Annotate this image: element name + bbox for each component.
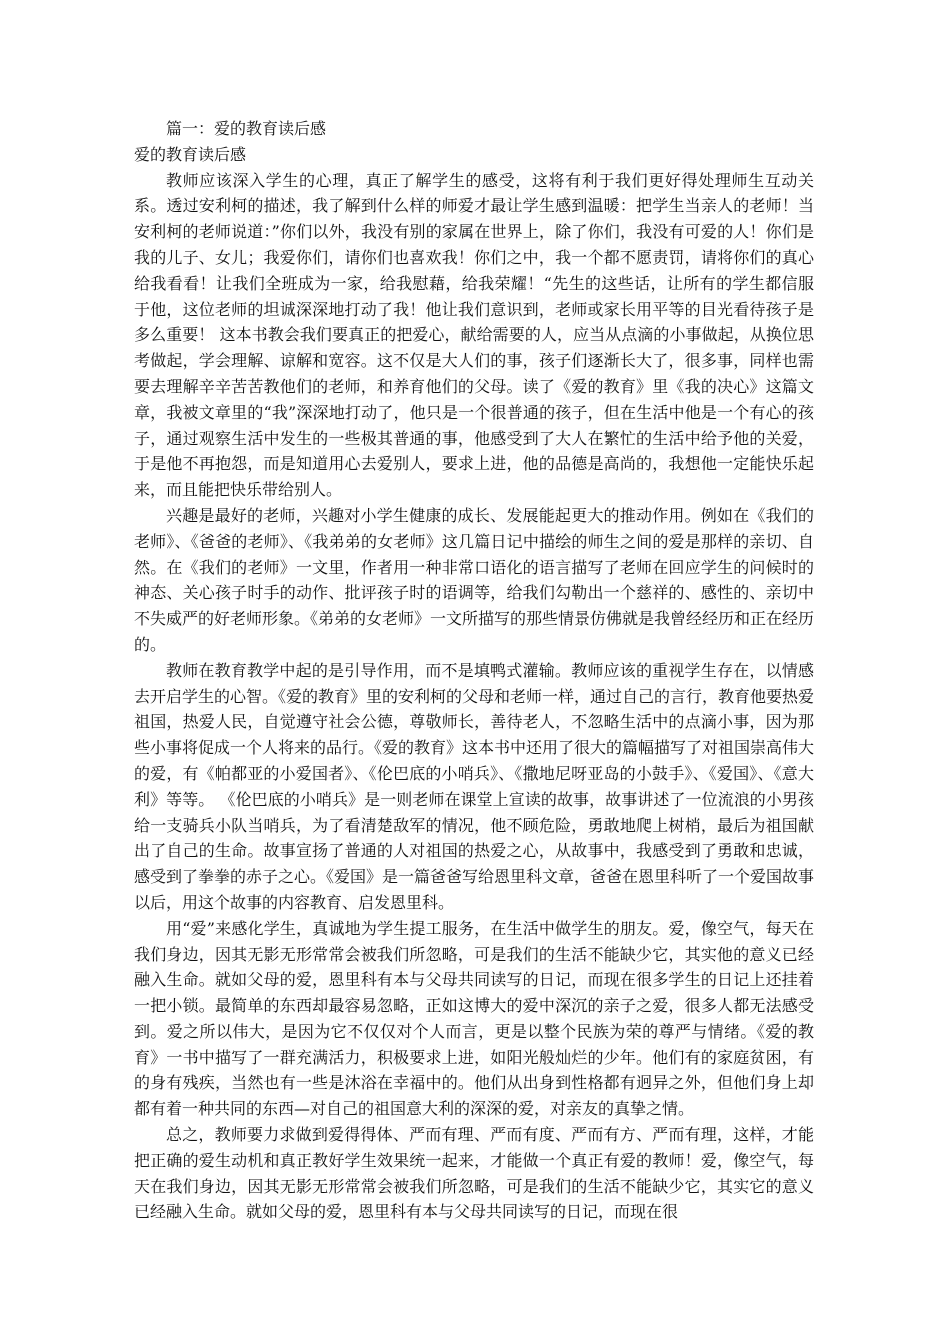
paragraph-1: 教师应该深入学生的心理，真正了解学生的感受，这将有利于我们更好得处理师生互动关系。透过安利柯的描述，我了解到什么样的师爱才最让学生感到温暖：把学生当亲人的老师！当安利柯的老师说道：”你们以外，我没有别的家属在世界上，除了你们，我没有可爱的人！你们是我的儿子、女儿；我爱你们，请你们也喜欢我！你们之中，我一个都不愿责罚，请将你们的真心给我看看！让我们全班成为一家，给我慰藉，给我荣耀！“先生的这些话，让所有的学生都信服于他，这位老师的坦诚深深地打动了我！他让我们意识到，老师或家长用平等的目光看待孩子是多么重要！ 这本书教会我们要真正的把爱心，献给需要的人，应当从点滴的小事做起，从换位思考做起，学会理解、谅解和宽容。这不仅是大人们的事，孩子们逐渐长大了，很多事，同样也需要去理解辛辛苦苦教他们的老师，和养育他们的父母。读了《爱的教育》里《我的决心》这篇文章，我被文章里的“我”深深地打动了，他只是一个很普通的孩子，但在生活中他是一个有心的孩子，通过观察生活中发生的一些极其普通的事，他感受到了大人在繁忙的生活中给予他的关爱，于是他不再抱怨，而是知道用心去爱别人，要求上进，他的品德是高尚的，我想他一定能快乐起来，而且能把快乐带给别人。 (134, 170, 814, 500)
document-body (134, 116, 814, 1225)
paragraph-5: 总之，教师要力求做到爱得得体、严而有理、严而有度、严而有方、严而有理，这样，才能把正确的爱生动机和真正教好学生效果统一起来，才能做一个真正有爱的教师！爱，像空气，每天在我们身边，因其无影无形常常会被我们所忽略，可是我们的生活不能缺少它，其实它的意义已经融入生命。就如父母的爱，恩里科有本与父母共同读写的日记，而现在很 (134, 1125, 814, 1222)
paragraph-4: 用“爱”来感化学生，真诚地为学生提工服务，在生活中做学生的朋友。爱，像空气，每天在我们身边，因其无影无形常常会被我们所忽略，可是我们的生活不能缺少它，其实他的意义已经融入生命。就如父母的爱，恩里科有本与父母共同读写的日记，而现在很多学生的日记上还挂着一把小锁。最简单的东西却最容易忽略，正如这博大的爱中深沉的亲子之爱，很多人都无法感受到。爱之所以伟大，是因为它不仅仅对个人而言，更是以整个民族为荣的尊严与情绪。《爱的教育》一书中描写了一群充满活力，积极要求上进，如阳光般灿烂的少年。他们有的家庭贫困，有的身有残疾，当然也有一些是沐浴在幸福中的。他们从出身到性格都有迥异之外，但他们身上却都有着一种共同的东西—对自己的祖国意大利的深深的爱，对亲友的真挚之情。 (134, 918, 814, 1119)
paragraph-2: 兴趣是最好的老师，兴趣对小学生健康的成长、发展能起更大的推动作用。例如在《我们的老师》、《爸爸的老师》、《我弟弟的女老师》这几篇日记中描绘的师生之间的爱是那样的亲切、自然。在《我们的老师》一文里，作者用一种非常口语化的语言描写了老师在回应学生的问候时的神态、关心孩子时手的动作、批评孩子时的语调等，给我们勾勒出一个慈祥的、感性的、亲切中不失威严的好老师形象。《弟弟的女老师》一文所描写的那些情景仿佛就是我曾经经历和正在经历的。 (134, 505, 815, 654)
paragraph-3: 教师在教育教学中起的是引导作用，而不是填鸭式灌输。教师应该的重视学生存在，以情感去开启学生的心智。《爱的教育》里的安利柯的父母和老师一样，通过自己的言行，教育他要热爱祖国，热爱人民，自觉遵守社会公德，尊敬师长，善待老人，不忽略生活中的点滴小事，因为那些小事将促成一个人将来的品行。《爱的教育》这本书中还用了很大的篇幅描写了对祖国崇高伟大的爱，有《帕都亚的小爱国者》、《伦巴底的小哨兵》、《撒地尼呀亚岛的小鼓手》、《爱国》、《意大利》等等。 《伦巴底的小哨兵》是一则老师在课堂上宣读的故事，故事讲述了一位流浪的小男孩给一支骑兵小队当哨兵，为了看清楚敌军的情况，他不顾危险，勇敢地爬上树梢，最后为祖国献出了自己的生命。故事宣扬了普通的人对祖国的热爱之心，从故事中，我感受到了勇敢和忠诚，感受到了拳拳的赤子之心。《爱国》是一篇爸爸写给恩里科文章，爸爸在恩里科听了一个爱国故事以后，用这个故事的内容教育、启发恩里科。 (134, 660, 815, 912)
document-subheading: 爱的教育读后感 (134, 144, 247, 164)
document-heading: 篇一：爱的教育读后感 (166, 119, 327, 138)
